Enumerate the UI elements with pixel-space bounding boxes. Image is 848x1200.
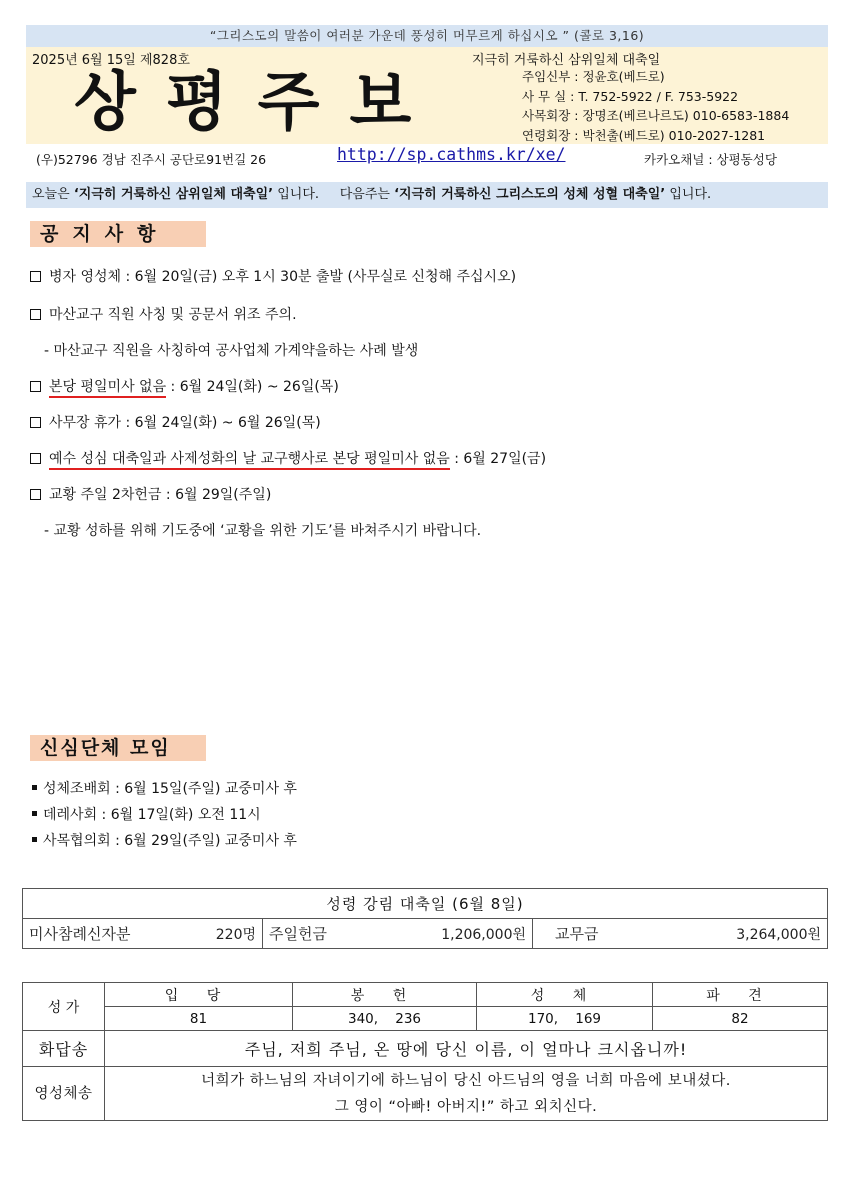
group-meeting-item: 성체조배회 : 6월 15일(주일) 교중미사 후 bbox=[32, 778, 297, 798]
next-feast: ‘지극히 거룩하신 그리스도의 성체 성혈 대축일’ bbox=[394, 187, 666, 202]
bulletin-header bbox=[26, 47, 828, 144]
communion-antiphon-line: 너희가 하느님의 자녀이기에 하느님이 당신 아드님의 영을 너희 마음에 보내셨다. bbox=[201, 1072, 731, 1089]
address-row bbox=[26, 146, 828, 168]
attendance-value: 220명 bbox=[173, 919, 263, 949]
bulletin-title: 상평주보 bbox=[74, 66, 442, 140]
checkbox-icon bbox=[30, 417, 41, 428]
notices-heading: 공지사항 bbox=[30, 221, 206, 247]
parish-address: (우)52796 경남 진주시 공단로91번길 26 bbox=[36, 152, 267, 167]
staff-list bbox=[522, 67, 789, 145]
notice-highlight: 본당 평일미사 없음 bbox=[49, 379, 166, 398]
checkbox-icon bbox=[30, 453, 41, 464]
checkbox-icon bbox=[30, 271, 41, 282]
responsorial-label: 화답송 bbox=[23, 1031, 105, 1067]
notice-subitem: - 마산교구 직원을 사칭하여 공사업체 가계약을하는 사례 발생 bbox=[44, 343, 419, 359]
diocese-label: 교무금 bbox=[533, 919, 643, 949]
attendance-label: 미사참례신자분 bbox=[23, 919, 173, 949]
group-meeting-item: 사목협의회 : 6월 29일(주일) 교중미사 후 bbox=[32, 830, 297, 850]
checkbox-icon bbox=[30, 309, 41, 320]
communion-antiphon-line: 그 영이 “아빠! 아버지!” 하고 외치신다. bbox=[334, 1098, 598, 1115]
groups-heading: 신심단체 모임 bbox=[30, 735, 206, 761]
notice-highlight: 예수 성심 대축일과 사제성화의 날 교구행사로 본당 평일미사 없음 bbox=[49, 451, 450, 470]
staff-memorial-chair: 연령회장 : 박천출(베드로) 010-2027-1281 bbox=[522, 127, 766, 143]
hymn-header-offertory: 봉 헌 bbox=[293, 983, 477, 1007]
bullet-icon bbox=[32, 785, 37, 790]
hymn-number-offertory: 340, 236 bbox=[293, 1007, 477, 1031]
hymn-number-recessional: 82 bbox=[653, 1007, 828, 1031]
bullet-icon bbox=[32, 811, 37, 816]
notice-item: 병자 영성체 : 6월 20일(금) 오후 1시 30분 출발 (사무실로 신청해 주십시오) bbox=[30, 266, 516, 286]
group-meeting-item: 데레사회 : 6월 17일(화) 오전 11시 bbox=[32, 804, 261, 824]
notice-item: 예수 성심 대축일과 사제성화의 날 교구행사로 본당 평일미사 없음 : 6월 27일(금) bbox=[30, 448, 546, 468]
checkbox-icon bbox=[30, 489, 41, 500]
hymn-label: 성 가 bbox=[23, 983, 105, 1031]
kakao-channel: 카카오채널 : 상평동성당 bbox=[644, 152, 777, 167]
next-prefix: 다음주는 bbox=[339, 187, 390, 202]
offering-label: 주일헌금 bbox=[263, 919, 363, 949]
header-quote: “그리스도의 말씀이 여러분 가운데 풍성히 머무르게 하십시오 ” (콜로 3,16) bbox=[26, 25, 828, 47]
communion-antiphon-text bbox=[105, 1067, 828, 1121]
hymn-table bbox=[22, 982, 828, 1121]
communion-antiphon-label: 영성체송 bbox=[23, 1067, 105, 1121]
notice-item: 마산교구 직원 사칭 및 공문서 위조 주의. bbox=[30, 304, 297, 324]
staff-pastor: 주임신부 : 정윤호(베드로) bbox=[522, 69, 665, 84]
today-banner bbox=[26, 182, 828, 208]
offering-stats-table bbox=[22, 888, 828, 949]
feast-name: 지극히 거룩하신 삼위일체 대축일 bbox=[472, 53, 661, 68]
hymn-header-entrance: 입 당 bbox=[105, 983, 293, 1007]
notice-subitem: - 교황 성하를 위해 기도중에 ‘교황을 위한 기도’를 바쳐주시기 바랍니다. bbox=[44, 523, 482, 539]
hymn-number-entrance: 81 bbox=[105, 1007, 293, 1031]
today-feast: ‘지극히 거룩하신 삼위일체 대축일’ bbox=[73, 187, 274, 202]
issue-date: 2025년 6월 15일 제828호 bbox=[32, 53, 190, 68]
hymn-header-communion: 성 체 bbox=[477, 983, 653, 1007]
responsorial-text: 주님, 저희 주님, 온 땅에 당신 이름, 이 얼마나 크시옵니까! bbox=[105, 1031, 828, 1067]
diocese-value: 3,264,000원 bbox=[643, 919, 828, 949]
hymn-number-communion: 170, 169 bbox=[477, 1007, 653, 1031]
offering-value: 1,206,000원 bbox=[363, 919, 533, 949]
hymn-header-recessional: 파 견 bbox=[653, 983, 828, 1007]
stats-caption: 성령 강림 대축일 (6월 8일) bbox=[23, 889, 828, 919]
notice-item: 사무장 휴가 : 6월 24일(화) ~ 6월 26일(목) bbox=[30, 412, 321, 432]
staff-office: 사 무 실 : T. 752-5922 / F. 753-5922 bbox=[522, 88, 739, 104]
next-suffix: 입니다. bbox=[669, 187, 712, 202]
notice-item: 교황 주일 2차헌금 : 6월 29일(주일) bbox=[30, 484, 271, 504]
staff-council-chair: 사목회장 : 장명조(베르나르도) 010-6583-1884 bbox=[522, 108, 790, 123]
checkbox-icon bbox=[30, 381, 41, 392]
today-prefix: 오늘은 bbox=[32, 187, 70, 202]
notice-item: 본당 평일미사 없음 : 6월 24일(화) ~ 26일(목) bbox=[30, 376, 339, 396]
today-suffix: 입니다. bbox=[277, 187, 320, 202]
parish-website-link[interactable]: http://sp.cathms.kr/xe/ bbox=[337, 145, 566, 164]
bullet-icon bbox=[32, 837, 37, 842]
